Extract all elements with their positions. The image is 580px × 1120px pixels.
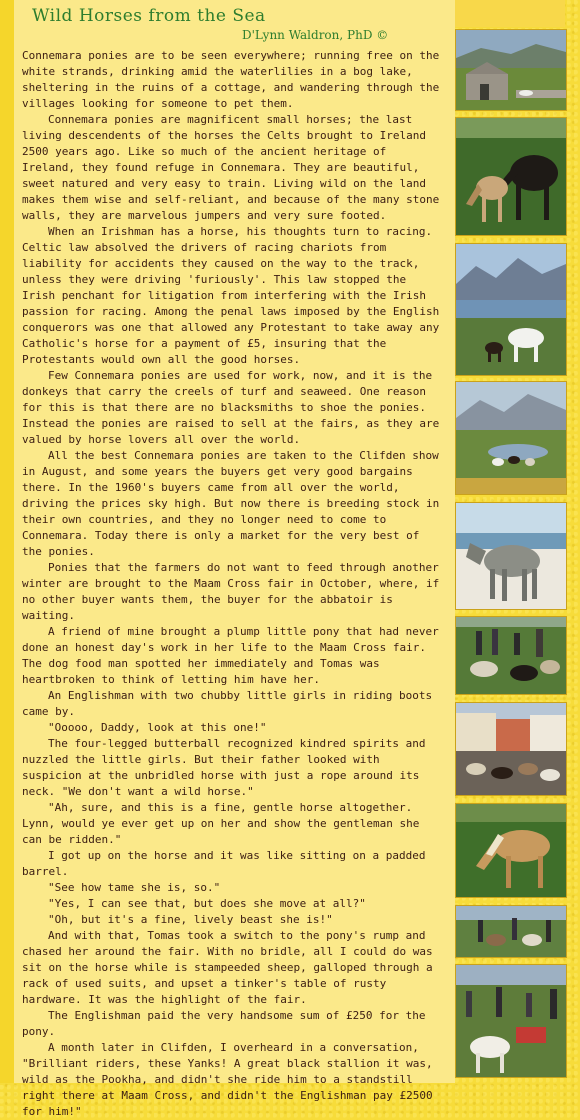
photo-column-header — [455, 0, 565, 27]
paragraph: "Yes, I can see that, but does she move at all?" — [48, 897, 366, 910]
photo-column — [455, 0, 580, 1083]
fair-field-men-ponies-photo — [455, 905, 567, 958]
paragraph: A friend of mine brought a plump little pony that had never done an honest day's work in her life to the Maam Cross fair. The dog food man spotted her immediately and Tomas was heartbroken to think of letting him have her. — [22, 625, 439, 686]
ponies-at-bog-lake-photo — [455, 381, 567, 495]
village-street-fair-photo — [455, 702, 567, 796]
ruined-cottage-photo — [455, 29, 567, 111]
grey-pony-white-strand-photo — [455, 502, 567, 610]
paragraph: When an Irishman has a horse, his thoughts turn to racing. Celtic law absolved the drivers of racing chariots from liability for accidents they caused on the way to the track, unless they were driving 'furiously'. This law stopped the Irish penchant for litigation from interfering with the Irish passion for racing. Among the penal laws imposed by the English conquerors was one that allowed any Protestant to take away any Catholic's horse for a payment of £5, insuring that the Protestants would own all the good horses. — [22, 225, 440, 366]
palomino-pony-grazing-photo — [455, 803, 567, 898]
author-byline: D'Lynn Waldron, PhD © — [242, 28, 389, 42]
two-ponies-grazing-photo — [455, 117, 567, 236]
paragraph: And with that, Tomas took a switch to the pony's rump and chased her around the fair. With no bridle, all I could do was sit on the horse while is stampeeded sheep, galloped through a rack of used suits, and upset a tinker's table of rusty hardware. It was the highlight of the fair. — [22, 929, 433, 1006]
paragraph: The Englishman paid the very handsome sum of £250 for the pony. — [22, 1009, 426, 1038]
paragraph: An Englishman with two chubby little girls in riding boots came by. — [22, 689, 433, 718]
article-panel — [14, 0, 455, 1118]
paragraph: "Oh, but it's a fine, lively beast she is!" — [48, 913, 333, 926]
paragraph: "See how tame she is, so." — [48, 881, 221, 894]
paragraph: All the best Connemara ponies are taken to the Clifden show in August, and some years the buyers get very good bargains there. In the 1960's buyers came from all over the world, driving the prices sky high. But now there is breeding stock in their own countries, and they no longer need to come to Connemara. Today there is only a market for the very best of the ponies. — [22, 449, 440, 558]
white-pony-mountains-lake-photo — [455, 243, 567, 376]
fair-crowd-field-photo — [455, 616, 567, 695]
paragraph: "Ah, sure, and this is a fine, gentle horse altogether. Lynn, would ye ever get up on her and show the gentleman she can be ridden." — [22, 801, 420, 846]
paragraph: Connemara ponies are to be seen everywhere; running free on the white strands, drinking amid the waterlilies in a bog lake, sheltering in the ruins of a cottage, and wandering through the villages looking for someone to pet them. — [22, 49, 440, 110]
paragraph: Ponies that the farmers do not want to feed through another winter are brought to the Maam Cross fair in October, where, if no other buyer wants them, the buyer for the abbatoir is waiting. — [22, 561, 440, 622]
white-pony-crowd-photo — [455, 964, 567, 1078]
page-title: Wild Horses from the Sea — [32, 6, 266, 26]
paragraph: "Ooooo, Daddy, look at this one!" — [48, 721, 267, 734]
paragraph: Few Connemara ponies are used for work, now, and it is the donkeys that carry the creels of turf and seaweed. One reason for this is that there are no blacksmiths to shoe the ponies. Instead the ponies are raised to sell at the fairs, as they are valued by horse lovers all over the world. — [22, 369, 440, 446]
paragraph: A month later in Clifden, I overheard in a conversation, "Brilliant riders, these Yanks! A great black stallion it was, wild as the Pookha, and didn't she ride him to a standstill right there at Maam Cross, and didn't the Englishman pay £2500 for him!" — [22, 1041, 433, 1118]
paragraph: I got up on the horse and it was like sitting on a padded barrel. — [22, 849, 426, 878]
article-body — [22, 48, 442, 1120]
paragraph: Connemara ponies are magnificent small horses; the last living descendents of the horses the Celts brought to Ireland 2500 years ago. Like so much of the ancient heritage of Ireland, they found refuge in Connemara. They are beautiful, sweet natured and very easy to train. Living wild on the land makes them wise and self-reliant, and because of the many stone walls, they are marvelous jumpers and very sure footed. — [22, 113, 440, 222]
paragraph: The four-legged butterball recognized kindred spirits and nuzzled the little girls. But their father looked with suspicion at the unbridled horse with just a rope around its neck. "We don't want a wild horse." — [22, 737, 426, 798]
left-decorative-strip — [0, 0, 14, 1083]
